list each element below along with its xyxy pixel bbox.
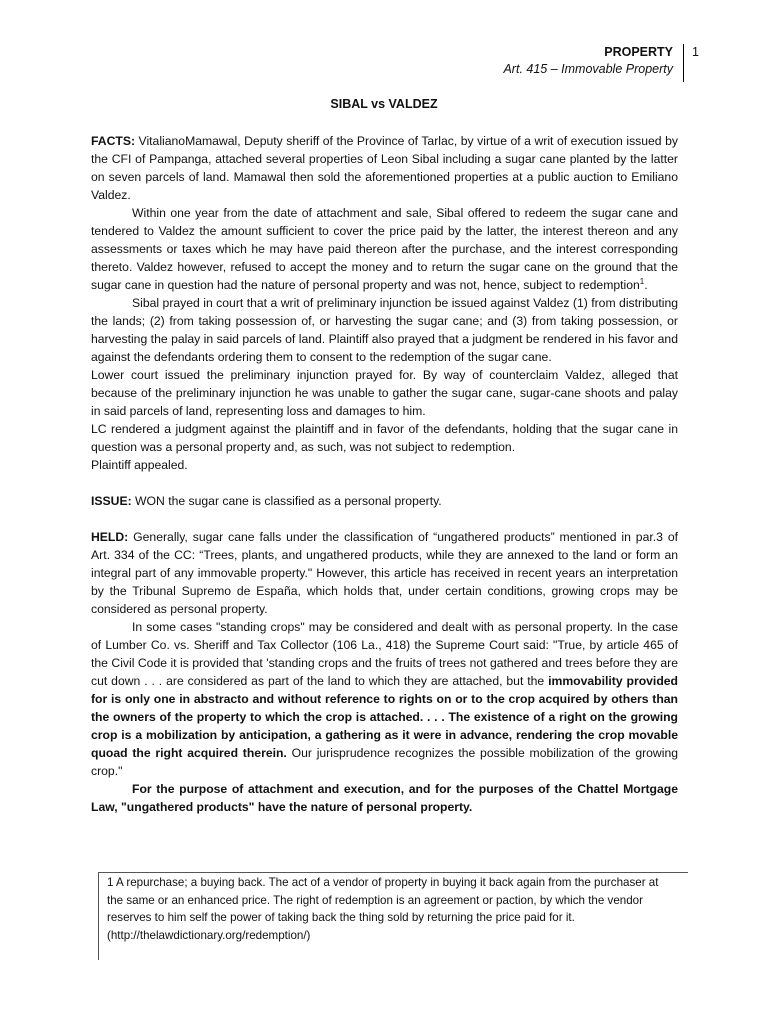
held-text-2: In some cases "standing crops" may be considered and dealt with as personal property. In the case of Lumber Co. vs. Sheriff and Tax Collector (106 La., 418) the Supreme Court said: "True, by article 465 of the Civil Code it is provided that 'standing crops and the fruits of trees not gathered and trees before they are cut down . . . are considered as part of the land to which they are attached, but the	[91, 620, 678, 688]
held-paragraph	[91, 528, 678, 618]
held-paragraph-2	[91, 618, 678, 780]
held-text-2-bold: immovability provided for is only one in abstracto and without reference to rights on or to the crop acquired by others than the owners of the property to which the crop is attached. . . . The existence of a right on the growing crop is a mobilization by anticipation, a gathering as it were in advance, rendering the crop movable quoad the right acquired therein.	[91, 674, 678, 760]
facts-text-1: VitalianoMamawal, Deputy sheriff of the Province of Tarlac, by virtue of a writ of execution issued by the CFI of Pampanga, attached several properties of Leon Sibal including a sugar cane planted by the latter on seven parcels of land. Mamawal then sold the aforementioned properties at a public auction to Emiliano Valdez.	[91, 134, 678, 202]
case-title: SIBAL vs VALDEZ	[330, 97, 438, 111]
held-label: HELD:	[91, 530, 129, 544]
facts-paragraph-5: LC rendered a judgment against the plaintiff and in favor of the defendants, holding that the sugar cane in question was a personal property and, as such, was not subject to redemption.	[91, 422, 678, 454]
facts-paragraph-4: Lower court issued the preliminary injunction prayed for. By way of counterclaim Valdez, alleged that because of the preliminary injunction he was unable to gather the sugar cane, sugar-cane shoots and palay in said parcels of land, representing loss and damages to him.	[91, 368, 678, 418]
facts-text-2-end: .	[644, 278, 648, 292]
facts-label: FACTS:	[91, 134, 136, 148]
header-article: Art. 415 – Immovable Property	[503, 62, 673, 76]
footnote-divider	[98, 872, 688, 873]
page-header	[503, 44, 684, 82]
header-section: PROPERTY	[604, 45, 673, 59]
held-text-1: Generally, sugar cane falls under the classification of “ungathered products” mentioned in par.3 of Art. 334 of the CC: “Trees, plants, and ungathered products, while they are annexed to the land or form an integral part of any immovable property." However, this article has received in recent years an interpretation by the Tribunal Supremo de España, which holds that, under certain conditions, growing crops may be considered as personal property.	[91, 530, 678, 616]
facts-paragraph-6: Plaintiff appealed.	[91, 458, 188, 472]
held-paragraph-3: For the purpose of attachment and execution, and for the purposes of the Chattel Mortgage Law, "ungathered products" have the nature of personal property.	[91, 782, 678, 814]
footnote-ref[interactable]: 1	[639, 276, 645, 286]
footnote-border	[98, 872, 99, 960]
facts-text-2: Within one year from the date of attachment and sale, Sibal offered to redeem the sugar cane and tendered to Valdez the amount sufficient to cover the price paid by the latter, the interest thereon and any assessments or taxes which he may have paid thereon after the purchase, and the interest corresponding thereto. Valdez however, refused to accept the money and to return the sugar cane on the ground that the sugar cane in question had the nature of personal property and was not, hence, subject to redemption	[91, 206, 678, 292]
page-number: 1	[692, 45, 699, 59]
issue-text: WON the sugar cane is classified as a personal property.	[131, 494, 442, 508]
facts-paragraph	[91, 132, 678, 204]
facts-paragraph-3: Sibal prayed in court that a writ of preliminary injunction be issued against Valdez (1) from distributing the lands; (2) from taking possession of, or harvesting the sugar cane; and (3) from taking possession, or harvesting the palay in said parcels of land. Plaintiff also prayed that a judgment be rendered in his favor and against the defendants ordering them to consent to the redemption of the sugar cane.	[91, 296, 678, 364]
document-body	[91, 132, 678, 816]
footnote: 1 A repurchase; a buying back. The act of a vendor of property in buying it back again from the purchaser at the same or an enhanced price. The right of redemption is an agreement or paction, by which the vendor reserves to him self the power of taking back the thing sold by returning the price paid for it. (http://thelawdictionary.org/redemption/)	[107, 876, 659, 942]
held-text-2-end: Our jurisprudence recognizes the possible mobilization of the growing crop."	[91, 746, 678, 778]
issue-paragraph	[91, 492, 678, 510]
facts-paragraph-2	[91, 204, 678, 294]
issue-label: ISSUE:	[91, 494, 132, 508]
